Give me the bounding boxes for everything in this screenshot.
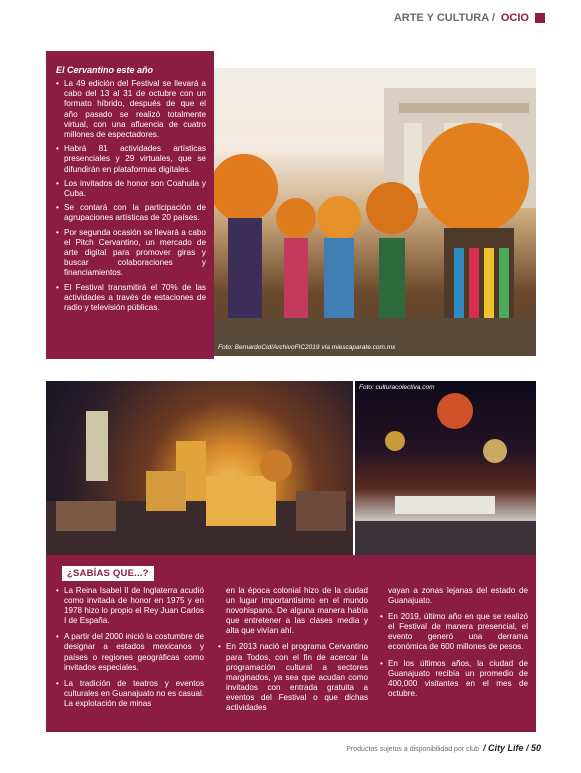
parade-illustration bbox=[214, 68, 536, 356]
list-item: • El Festival transmitirá el 70% de las actividades a través de estaciones de radio y televisión públicas. bbox=[56, 283, 206, 314]
list-item: • La Reina Isabel II de Inglaterra acudió como invitada de honor en 1975 y en 1978 hizo lo propio el Rey Juan Carlos I de España. bbox=[56, 586, 204, 626]
list-item: • La 49 edición del Festival se llevará a cabo del 13 al 31 de octubre con un formato híbrido, después de que el año pasado se realizó totalmente virtual, con una afluencia de cuatro millones de espectadores. bbox=[56, 79, 206, 140]
guanajuato-night-photo bbox=[46, 381, 353, 555]
footer-brand: / City Life / 50 bbox=[482, 743, 541, 753]
fireworks-photo bbox=[355, 381, 536, 555]
list-item: • La tradición de teatros y eventos culturales en Guanajuato no es casual. La explotación de minas bbox=[56, 679, 204, 709]
footer-note: Productos sujetos a disponibilidad por club bbox=[346, 746, 479, 753]
subsection-label: OCIO bbox=[500, 12, 529, 24]
festival-facts-list bbox=[56, 79, 206, 313]
box-title: El Cervantino este año bbox=[56, 65, 154, 75]
page-footer bbox=[346, 743, 541, 753]
section-label: ARTE Y CULTURA / bbox=[393, 12, 495, 24]
festival-info-box bbox=[46, 51, 214, 359]
list-item: • En 2019, último año en que se realizó el Festival de manera presencial, el evento generó una derrama económica de 600 millones de pesos. bbox=[380, 612, 528, 652]
list-item: • En los últimos años, la ciudad de Guanajuato recibía un promedio de 400,000 visitantes en el mes de octubre. bbox=[380, 659, 528, 699]
city-illustration bbox=[46, 381, 353, 555]
did-you-know-column-1 bbox=[56, 586, 204, 715]
fireworks-illustration bbox=[355, 381, 536, 555]
section-header bbox=[394, 12, 545, 24]
list-item: • Los invitados de honor son Coahuila y Cuba. bbox=[56, 179, 206, 199]
list-item: • Habrá 81 actividades artísticas presenciales y 29 virtuales, que se difundirán en plataformas digitales. bbox=[56, 144, 206, 175]
list-item: • A partir del 2000 inició la costumbre de designar a estados mexicanos y países o regiones geográficas como invitados especiales. bbox=[56, 632, 204, 672]
list-item: en la época colonial hizo de la ciudad un lugar importantísimo en el mundo novohispano. De alguna manera había que entretener a las clases media y alta que vivían ahí. bbox=[226, 586, 368, 636]
photo-credit: Foto: BernardoCid/ArchivoFIC2019 vía miescaparate.com.mx bbox=[218, 344, 396, 351]
did-you-know-column-2 bbox=[218, 586, 368, 719]
did-you-know-column-3 bbox=[380, 586, 528, 705]
festival-parade-photo bbox=[214, 68, 536, 356]
list-item: vayan a zonas lejanas del estado de Guanajuato. bbox=[388, 586, 528, 606]
list-item: • Por segunda ocasión se llevará a cabo el Pitch Cervantino, un mercado de arte digital para promover giras y buscar colaboraciones y financiamientos. bbox=[56, 228, 206, 279]
list-item: • En 2013 nació el programa Cervantino para Todos, con el fin de acercar la programación cultural a sectores marginados, ya sea que acudan como invitados con entrada gratuita a eventos del Festival o que dichas actividades bbox=[218, 642, 368, 713]
list-item: • Se contará con la participación de agrupaciones artísticas de 20 países. bbox=[56, 203, 206, 223]
did-you-know-tag: ¿SABÍAS QUE...? bbox=[62, 566, 154, 581]
header-square-icon bbox=[535, 13, 545, 23]
photo-credit: Foto: culturacolectiva.com bbox=[359, 384, 435, 391]
